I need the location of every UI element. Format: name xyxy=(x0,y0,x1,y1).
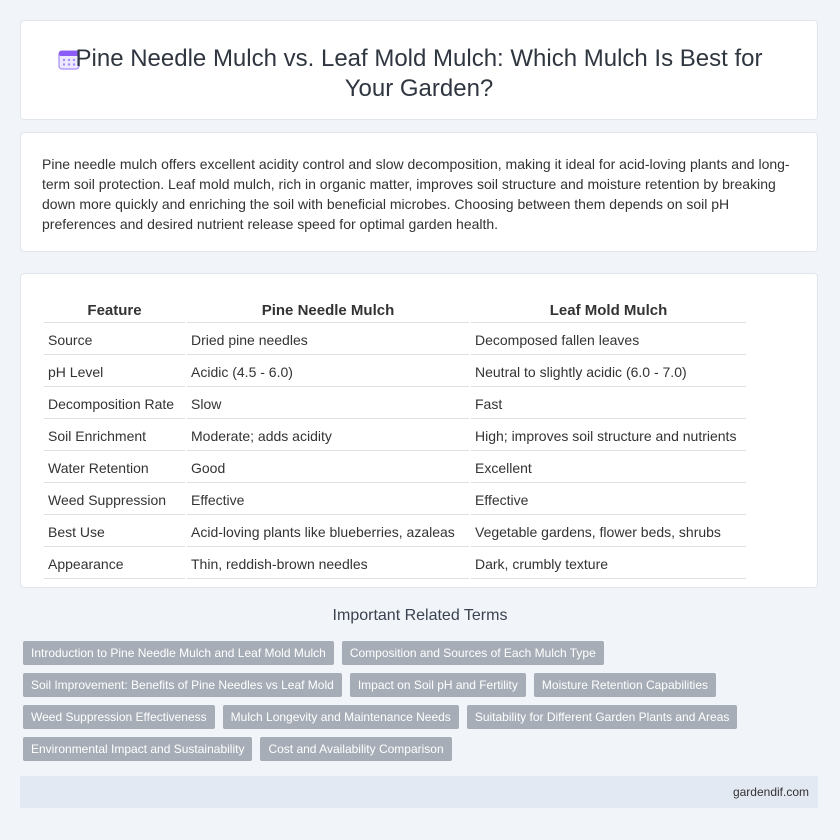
table-cell: Best Use xyxy=(44,517,185,547)
table-cell: Effective xyxy=(187,485,469,515)
table-cell: Neutral to slightly acidic (6.0 - 7.0) xyxy=(471,357,746,387)
related-term-chip[interactable]: Mulch Longevity and Maintenance Needs xyxy=(223,705,459,729)
table-cell: Dark, crumbly texture xyxy=(471,549,746,579)
header-feature: Feature xyxy=(44,296,185,323)
table-cell: Thin, reddish-brown needles xyxy=(187,549,469,579)
related-terms-title: Important Related Terms xyxy=(332,607,508,624)
table-cell: Slow xyxy=(187,389,469,419)
table-cell: Vegetable gardens, flower beds, shrubs xyxy=(471,517,746,547)
table-cell: pH Level xyxy=(44,357,185,387)
related-term-chip[interactable]: Soil Improvement: Benefits of Pine Needles vs Leaf Mold xyxy=(23,673,342,697)
table-row xyxy=(44,517,746,547)
chip-row xyxy=(23,641,813,665)
table-row xyxy=(44,357,746,387)
related-term-chip[interactable]: Suitability for Different Garden Plants and Areas xyxy=(467,705,738,729)
related-term-chip[interactable]: Environmental Impact and Sustainability xyxy=(23,737,252,761)
table-cell: Moderate; adds acidity xyxy=(187,421,469,451)
table-cell: Effective xyxy=(471,485,746,515)
comparison-table xyxy=(42,294,748,581)
table-row xyxy=(44,421,746,451)
intro-paragraph: Pine needle mulch offers excellent acidity control and slow decomposition, making it ideal for acid-loving plants and long-term soil protection. Leaf mold mulch, rich in organic matter, improves soil structure and moisture retention by breaking down more quickly and enriching the soil with beneficial microbes. Choosing between them depends on soil pH preferences and desired nutrient release speed for optimal garden health. xyxy=(42,156,790,232)
footer xyxy=(20,776,818,808)
chip-row xyxy=(23,705,813,729)
table-cell: Source xyxy=(44,325,185,355)
chip-row xyxy=(23,737,813,761)
table-cell: Decomposition Rate xyxy=(44,389,185,419)
chip-row xyxy=(23,673,813,697)
related-term-chip[interactable]: Moisture Retention Capabilities xyxy=(534,673,716,697)
table-header-row xyxy=(44,296,746,323)
related-term-chip[interactable]: Weed Suppression Effectiveness xyxy=(23,705,215,729)
table-cell: Decomposed fallen leaves xyxy=(471,325,746,355)
table-cell: Acid-loving plants like blueberries, azaleas xyxy=(187,517,469,547)
related-term-chip[interactable]: Impact on Soil pH and Fertility xyxy=(350,673,526,697)
comparison-card xyxy=(20,273,818,588)
table-cell: Good xyxy=(187,453,469,483)
table-row xyxy=(44,325,746,355)
table-cell: Water Retention xyxy=(44,453,185,483)
related-term-chip[interactable]: Cost and Availability Comparison xyxy=(260,737,451,761)
header-leaf-mold: Leaf Mold Mulch xyxy=(471,296,746,323)
table-cell: High; improves soil structure and nutrients xyxy=(471,421,746,451)
related-term-chip[interactable]: Introduction to Pine Needle Mulch and Leaf Mold Mulch xyxy=(23,641,334,665)
table-cell: Excellent xyxy=(471,453,746,483)
title-card xyxy=(20,20,818,120)
related-terms-list xyxy=(23,641,813,769)
intro-card xyxy=(20,132,818,252)
table-row xyxy=(44,453,746,483)
header-pine-needle: Pine Needle Mulch xyxy=(187,296,469,323)
table-row xyxy=(44,389,746,419)
table-row xyxy=(44,485,746,515)
related-term-chip[interactable]: Composition and Sources of Each Mulch Type xyxy=(342,641,604,665)
table-cell: Soil Enrichment xyxy=(44,421,185,451)
site-name[interactable]: gardendif.com xyxy=(732,785,809,799)
table-row xyxy=(44,549,746,579)
table-cell: Acidic (4.5 - 6.0) xyxy=(187,357,469,387)
table-cell: Weed Suppression xyxy=(44,485,185,515)
table-cell: Fast xyxy=(471,389,746,419)
page-title: Pine Needle Mulch vs. Leaf Mold Mulch: Which Mulch Is Best for Your Garden? xyxy=(75,45,763,102)
table-cell: Appearance xyxy=(44,549,185,579)
table-cell: Dried pine needles xyxy=(187,325,469,355)
